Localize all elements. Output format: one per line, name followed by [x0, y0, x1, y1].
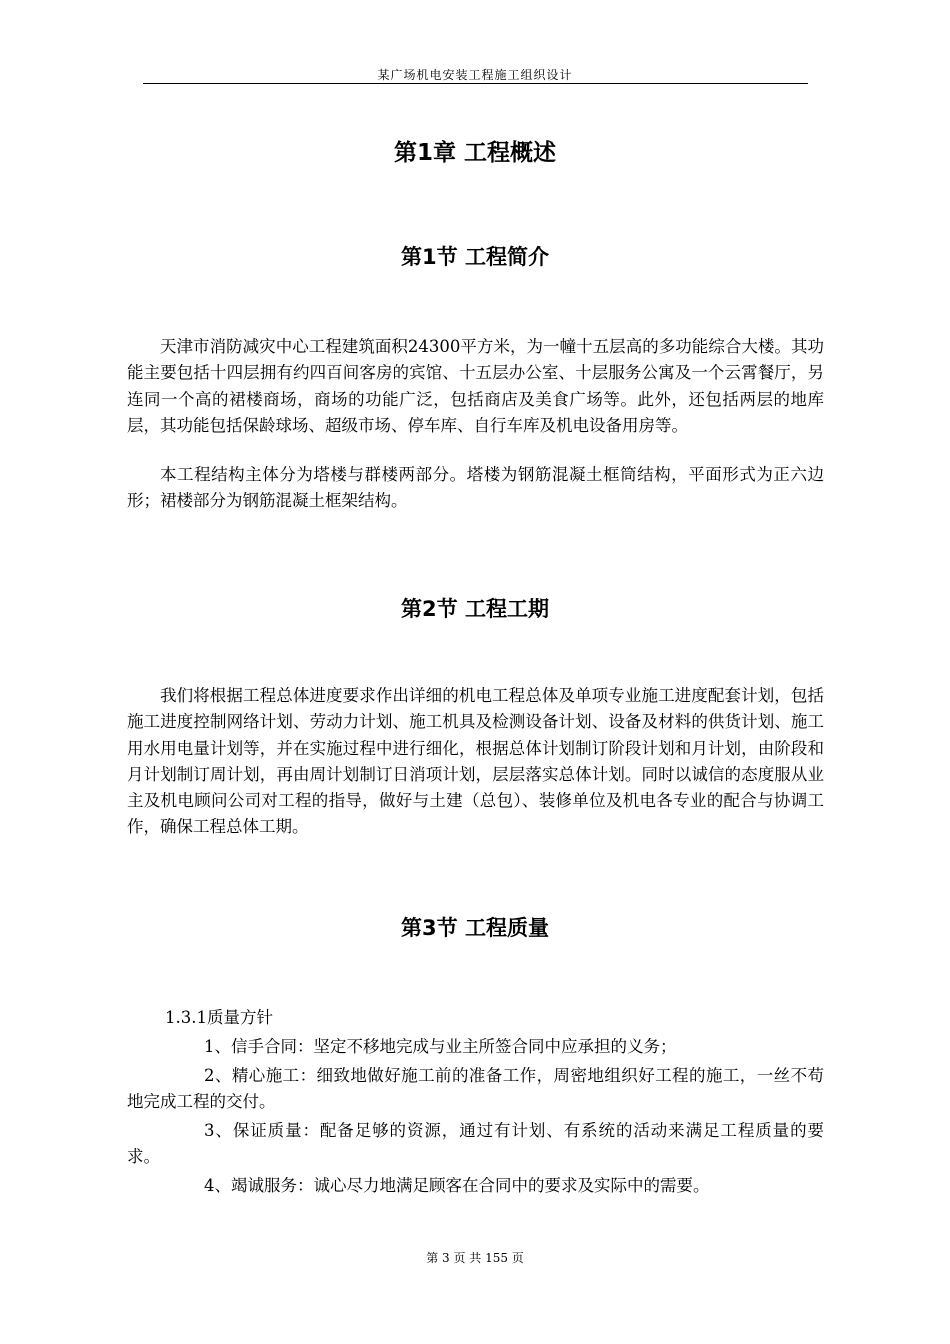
header-divider — [143, 83, 808, 84]
overview-paragraph-1: 天津市消防减灾中心工程建筑面积24300平方米，为一幢十五层高的多功能综合大楼。其功能主要包括十四层拥有约四百间客房的宾馆、十五层办公室、十层服务公寓及一个云霄餐厅，另连同一个高的裙楼商场，商场的功能广泛，包括商店及美食广场等。此外，还包括两层的地库层，其功能包括保龄球场、超级市场、停车库、自行车库及机电设备用房等。 — [127, 337, 824, 435]
quality-policy-heading: 1.3.1质量方针 — [165, 1008, 273, 1027]
quality-item: 2、精心施工：细致地做好施工前的准备工作，周密地组织好工程的施工，一丝不苟地完成工程的交付。 — [127, 1066, 824, 1111]
section-title-overview: 第1节 工程简介 — [401, 245, 549, 269]
quality-item: 4、竭诚服务：诚心尽力地满足顾客在合同中的要求及实际中的需要。 — [204, 1176, 710, 1195]
quality-item: 3、保证质量：配备足够的资源，通过有计划、有系统的活动来满足工程质量的要求。 — [127, 1121, 824, 1166]
running-header: 某广场机电安装工程施工组织设计 — [377, 68, 573, 82]
schedule-paragraph: 我们将根据工程总体进度要求作出详细的机电工程总体及单项专业施工进度配套计划，包括施工进度控制网络计划、劳动力计划、施工机具及检测设备计划、设备及材料的供货计划、施工用水用电量计划等，并在实施过程中进行细化，根据总体计划制订阶段计划和月计划，由阶段和月计划制订周计划，再由周计划制订日消项计划，层层落实总体计划。同时以诚信的态度服从业主及机电顾问公司对工程的指导，做好与土建（总包）、装修单位及机电各专业的配合与协调工作，确保工程总体工期。 — [127, 686, 824, 837]
chapter-title: 第1章 工程概述 — [393, 140, 556, 166]
quality-item: 1、信手合同：坚定不移地完成与业主所签合同中应承担的义务； — [204, 1037, 677, 1056]
page-number-footer: 第 3 页 共 155 页 — [426, 1251, 524, 1265]
overview-paragraph-2: 本工程结构主体分为塔楼与群楼两部分。塔楼为钢筋混凝土框筒结构，平面形式为正六边形；裙楼部分为钢筋混凝土框架结构。 — [127, 465, 824, 511]
section-title-quality: 第3节 工程质量 — [401, 916, 549, 940]
section-title-schedule: 第2节 工程工期 — [401, 597, 549, 621]
